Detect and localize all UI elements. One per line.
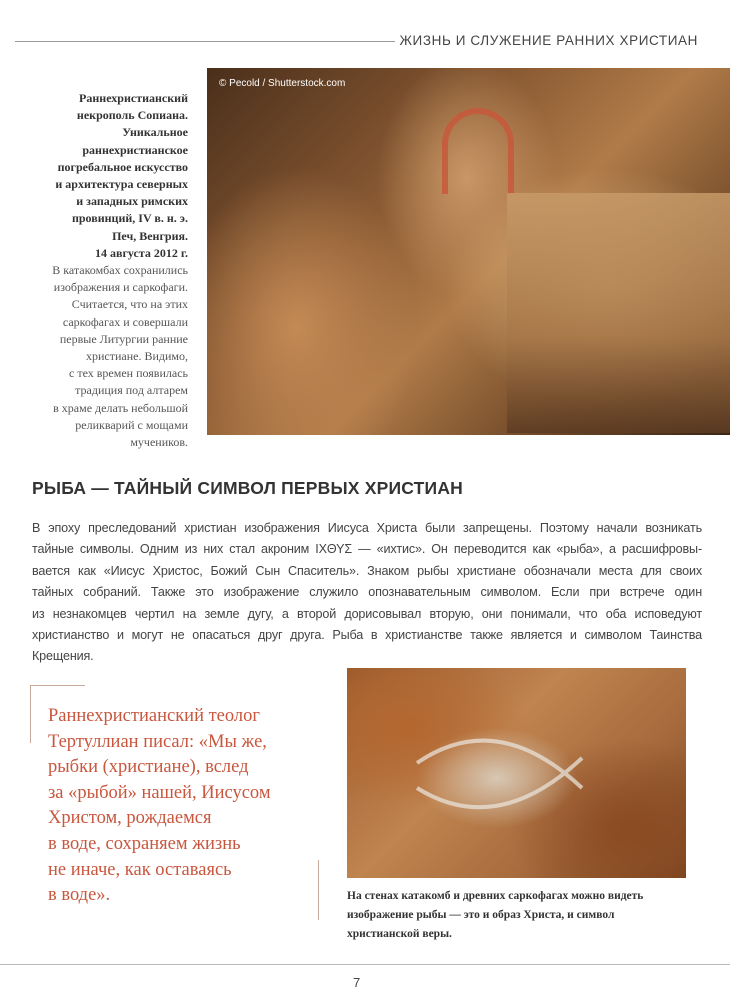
body-line: тайных собраний. Также это изображение служило опознавательным символом. Если при встрече один <box>32 585 702 600</box>
caption-line: саркофагах и совершали <box>62 314 188 329</box>
caption-line: раннехристианское <box>82 142 188 157</box>
quote-line: за «рыбой» нашей, Иисусом <box>48 782 271 803</box>
running-title: ЖИЗНЬ И СЛУЖЕНИЕ РАННИХ ХРИСТИАН <box>399 33 698 48</box>
caption-line: провинций, IV в. н. э. <box>71 211 188 226</box>
caption-line: первые Литургии ранние <box>59 331 188 346</box>
fresco-arch <box>442 108 514 194</box>
quote-bracket-top <box>30 685 85 686</box>
header-rule <box>15 41 395 42</box>
caption-line: Раннехристианский <box>79 91 188 105</box>
fish-symbol-icon <box>347 668 686 878</box>
photo-caption-2 <box>347 887 677 944</box>
caption-line: погребальное искусство <box>57 159 188 174</box>
photo-caption <box>10 90 188 451</box>
quote-line: в воде». <box>48 885 111 906</box>
sarcophagus <box>507 193 730 433</box>
body-line: Крещения. <box>32 649 94 664</box>
body-text <box>32 518 702 668</box>
caption-line: мучеников. <box>130 435 188 450</box>
caption-line: Печ, Венгрия. <box>112 228 188 243</box>
caption-line: некрополь Сопиана. <box>76 108 188 123</box>
body-line: вается как «Иисус Христос, Божий Сын Спаситель». Знаком рыбы христиане обозначали места для своих <box>32 563 702 578</box>
quote-line: Христом, рождаемся <box>48 808 212 829</box>
body-line: В эпоху преследований христиан изображения Иисуса Христа были запрещены. Поэтому начали возникать <box>32 521 702 535</box>
quote-line: не иначе, как оставаясь <box>48 859 232 880</box>
caption-line: с тех времен появилась <box>69 366 188 381</box>
quote-line: Раннехристианский теолог <box>48 706 260 726</box>
caption-line: Считается, что на этих <box>71 297 188 312</box>
quote-line: Тертуллиан писал: «Мы же, <box>48 731 267 752</box>
caption-line: и западных римских <box>76 194 188 209</box>
caption-line: реликварий с мощами <box>75 417 188 432</box>
body-line: христианство и могут не опасаться друг друга. Рыба в христианстве также является и символом Таинства <box>32 628 702 643</box>
body-line: тайные символы. Одним из них стал акроним ΙΧΘΥΣ — «ихтис». Он переводится как «рыба», а расшифровы- <box>32 542 702 557</box>
quote-line: в воде, сохраняем жизнь <box>48 833 241 854</box>
caption-line: Уникальное <box>122 125 188 140</box>
caption-line: и архитектура северных <box>55 177 188 192</box>
footer-rule <box>0 964 730 965</box>
caption-line: в храме делать небольшой <box>53 400 188 415</box>
quote-line: рыбки (христиане), вслед <box>48 757 249 778</box>
section-heading: РЫБА — ТАЙНЫЙ СИМВОЛ ПЕРВЫХ ХРИСТИАН <box>32 478 464 498</box>
caption-line: христиане. Видимо, <box>85 349 188 364</box>
caption-line: изображение рыбы — это и образ Христа, и символ <box>347 909 615 921</box>
caption-line: 14 августа 2012 г. <box>94 245 188 260</box>
page-number: 7 <box>353 975 361 990</box>
caption-line: В катакомбах сохранились <box>52 263 188 278</box>
quote-bracket-left <box>30 685 31 743</box>
catacomb-photo <box>207 68 730 435</box>
pull-quote <box>48 704 328 909</box>
fish-carving-photo <box>347 668 686 878</box>
caption-line: изображения и саркофаги. <box>53 280 188 295</box>
body-line: из незнакомцев чертил на земле дугу, а второй дорисовывал вторую, они понимали, что оба исповедуют <box>32 606 702 621</box>
caption-line: На стенах катакомб и древних саркофагах можно видеть <box>347 890 644 902</box>
photo-credit: © Pecold / Shutterstock.com <box>219 78 346 89</box>
caption-line: традиция под алтарем <box>75 383 188 398</box>
caption-line: христианской веры. <box>347 928 452 940</box>
